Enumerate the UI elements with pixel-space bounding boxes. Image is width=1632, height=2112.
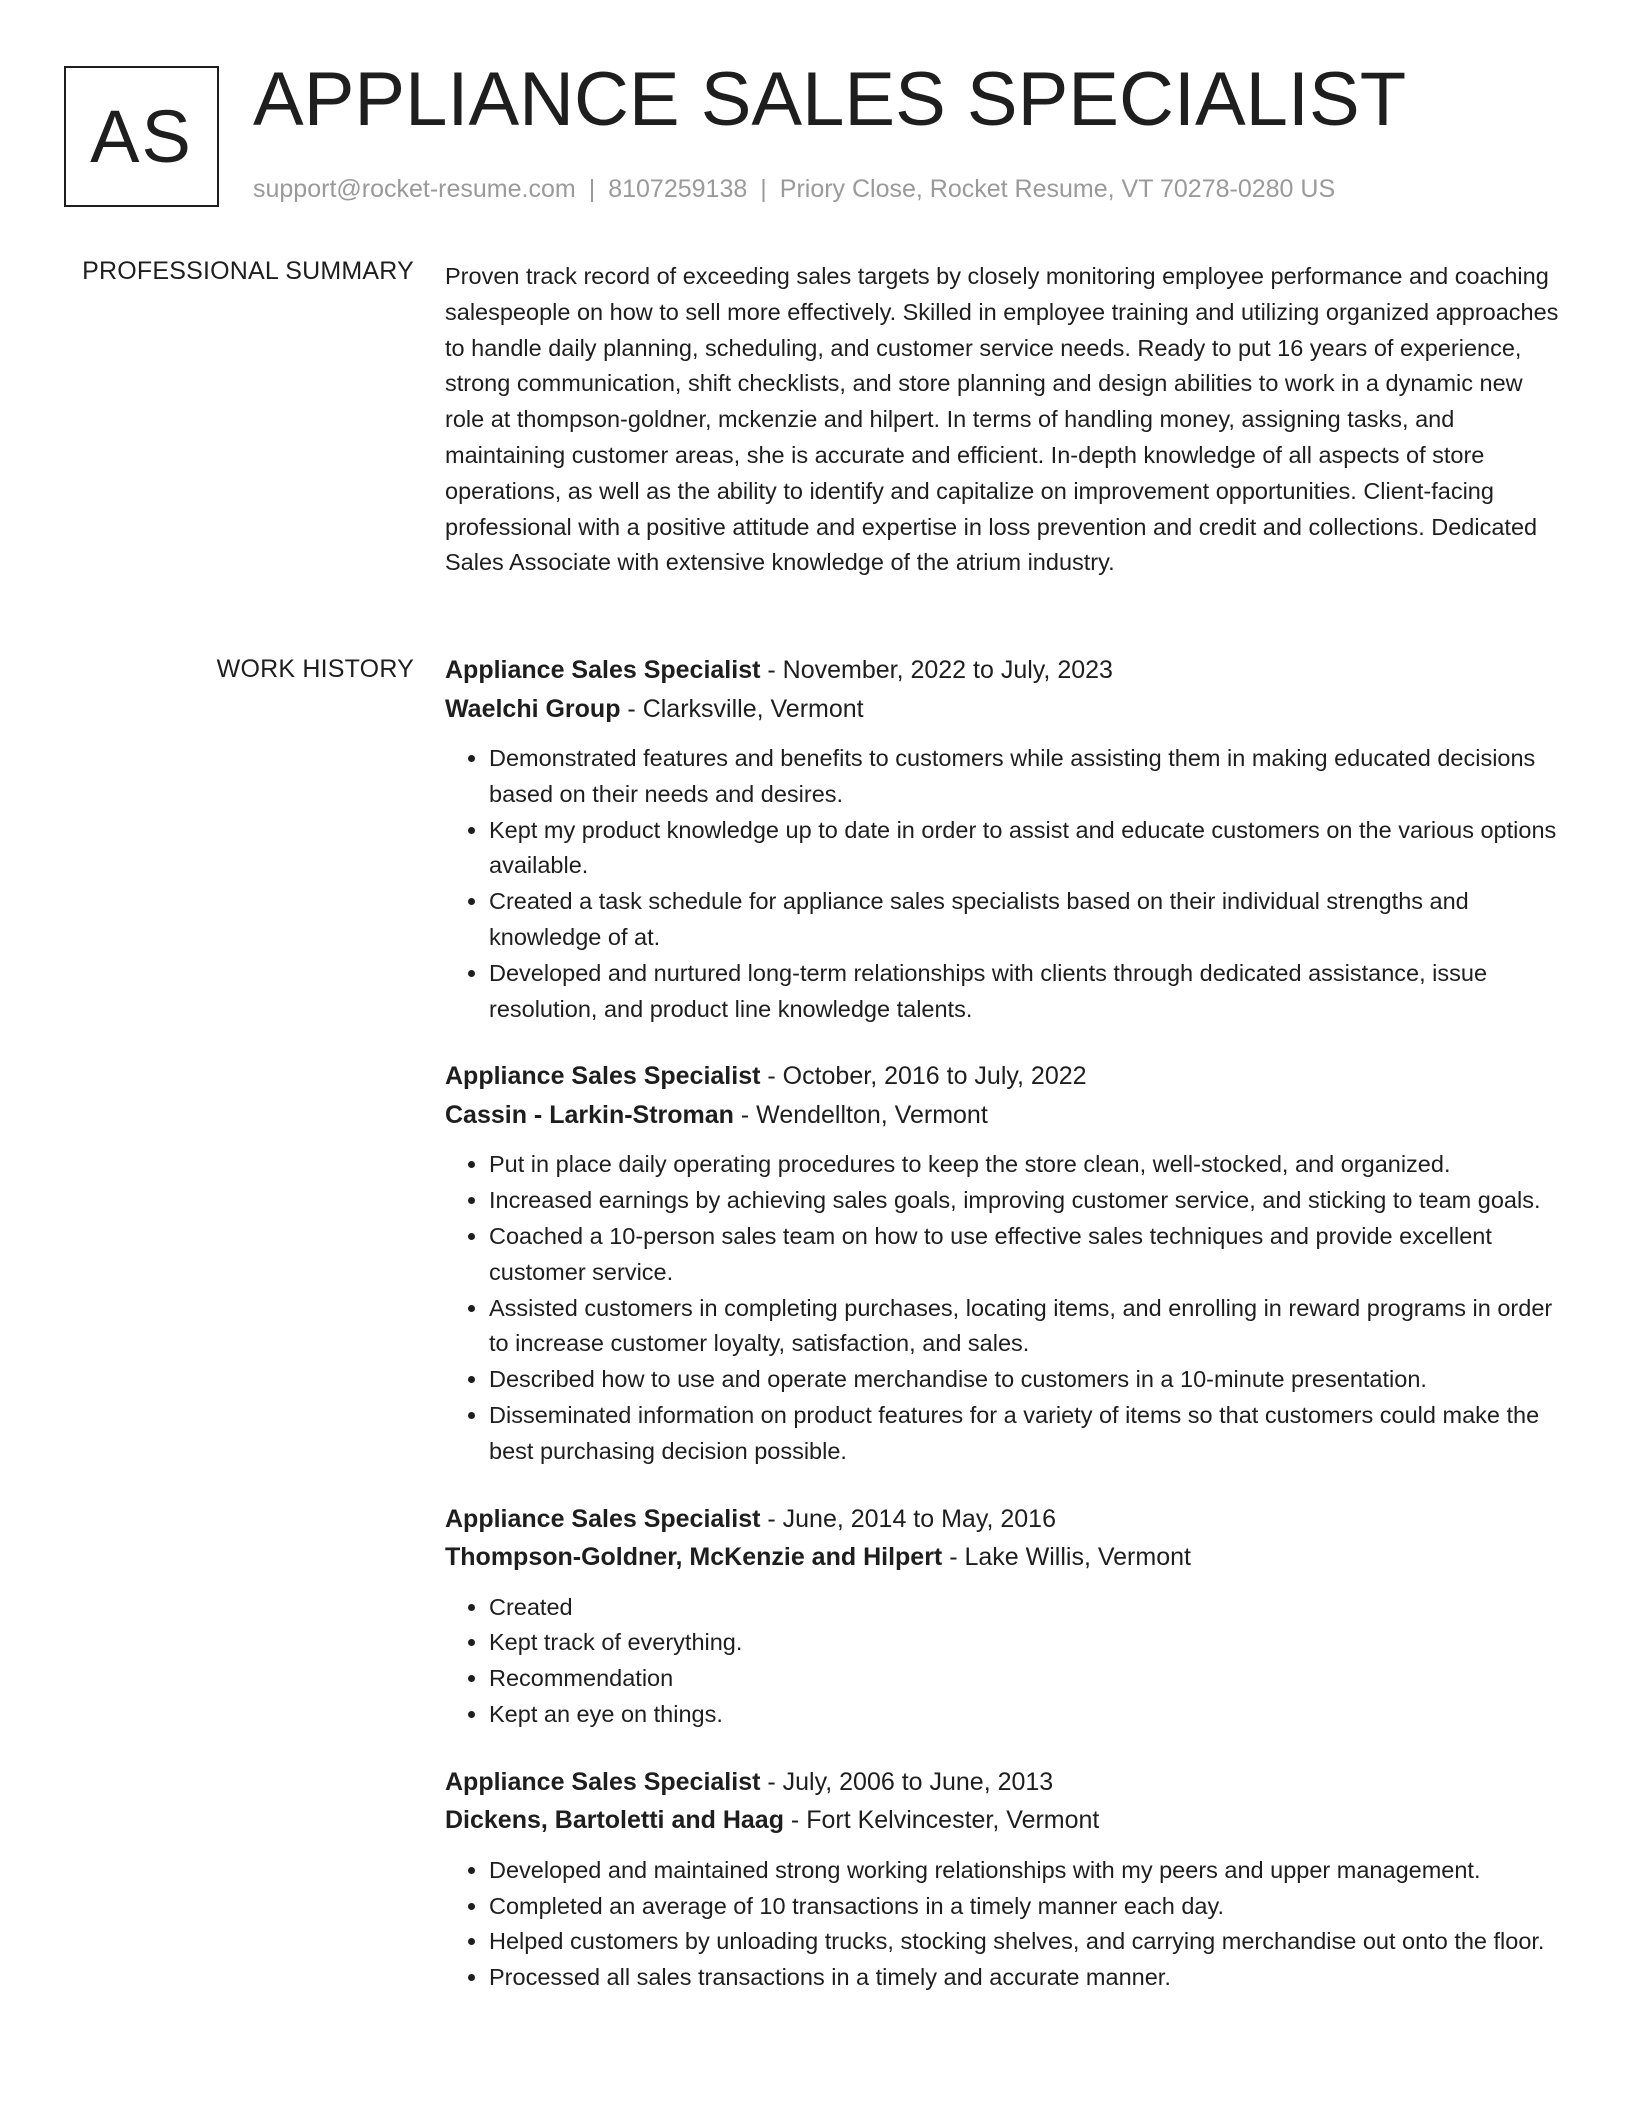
job-company-line xyxy=(445,1801,1565,1840)
contact-line xyxy=(253,175,1335,204)
job-entry xyxy=(445,1500,1565,1733)
job-dates: - November, 2022 to July, 2023 xyxy=(760,656,1113,684)
job-dates: - June, 2014 to May, 2016 xyxy=(760,1504,1056,1533)
monogram-initials: AS xyxy=(90,95,193,178)
job-title-line xyxy=(445,651,1565,690)
contact-address: Priory Close, Rocket Resume, VT 70278-0280 US xyxy=(779,175,1336,203)
job-bullet: • Created xyxy=(489,1590,1565,1626)
work-history-list xyxy=(445,651,1565,2026)
job-bullet: • Processed all sales transactions in a timely and accurate manner. xyxy=(489,1960,1565,1996)
job-location: - Clarksville, Vermont xyxy=(620,694,864,723)
resume-title: APPLIANCE SALES SPECIALIST xyxy=(253,57,1407,142)
job-bullet: • Demonstrated features and benefits to customers while assisting them in making educated decisions based on their needs and desires. xyxy=(489,741,1565,813)
job-bullet: • Coached a 10-person sales team on how to use effective sales techniques and provide excellent customer service. xyxy=(489,1219,1565,1291)
job-entry xyxy=(445,651,1565,1027)
summary-section-label: PROFESSIONAL SUMMARY xyxy=(82,257,414,285)
job-bullet: • Kept an eye on things. xyxy=(489,1697,1565,1733)
job-dates: - October, 2016 to July, 2022 xyxy=(760,1062,1087,1091)
job-bullet: • Developed and maintained strong working relationships with my peers and upper management. xyxy=(489,1853,1565,1889)
job-title-line xyxy=(445,1500,1565,1539)
job-company: Cassin - Larkin-Stroman xyxy=(445,1100,734,1129)
job-bullet: • Created a task schedule for appliance sales specialists based on their individual strengths and knowledge of at. xyxy=(489,884,1565,956)
job-company-line xyxy=(445,690,1565,729)
job-company: Waelchi Group xyxy=(445,694,621,723)
job-bullet: • Helped customers by unloading trucks, stocking shelves, and carrying merchandise out onto the floor. xyxy=(489,1924,1565,1960)
job-location: - Lake Willis, Vermont xyxy=(942,1543,1191,1572)
job-bullet: • Recommendation xyxy=(489,1661,1565,1697)
job-bullet: • Kept track of everything. xyxy=(489,1625,1565,1661)
summary-text: Proven track record of exceeding sales targets by closely monitoring employee performance and coaching salespeople on how to sell more effectively. Skilled in employee training and utilizing organized approaches to handle daily planning, scheduling, and customer service needs. Ready to put 16 years of experience, strong communication, shift checklists, and store planning and design abilities to work in a dynamic new role at thompson-goldner, mckenzie and hilpert. In terms of handling money, assigning tasks, and maintaining customer areas, she is accurate and efficient. In-depth knowledge of all aspects of store operations, as well as the ability to identify and capitalize on improvement opportunities. Client-facing professional with a positive attitude and expertise in loss prevention and credit and collections. Dedicated Sales Associate with extensive knowledge of the atrium industry. xyxy=(445,263,1559,576)
job-title-line xyxy=(445,1763,1565,1802)
job-title: Appliance Sales Specialist xyxy=(445,1767,761,1796)
job-title: Appliance Sales Specialist xyxy=(445,656,761,684)
job-bullet: • Completed an average of 10 transactions in a timely manner each day. xyxy=(489,1889,1565,1925)
job-bullet-list xyxy=(445,1147,1565,1469)
job-bullet: • Increased earnings by achieving sales goals, improving customer service, and sticking to team goals. xyxy=(489,1183,1565,1219)
job-title: Appliance Sales Specialist xyxy=(445,1062,761,1091)
job-bullet: • Developed and nurtured long-term relationships with clients through dedicated assistance, issue resolution, and product line knowledge talents. xyxy=(489,956,1565,1028)
job-title: Appliance Sales Specialist xyxy=(445,1504,761,1533)
job-bullet: • Assisted customers in completing purchases, locating items, and enrolling in reward programs in order to increase customer loyalty, satisfaction, and sales. xyxy=(489,1291,1565,1363)
job-entry xyxy=(445,1763,1565,1996)
job-title-line xyxy=(445,1057,1565,1096)
job-dates: - July, 2006 to June, 2013 xyxy=(760,1767,1054,1796)
job-bullet-list xyxy=(445,1853,1565,1996)
monogram-box xyxy=(64,66,219,207)
job-company-line xyxy=(445,1096,1565,1135)
work-history-section-label: WORK HISTORY xyxy=(216,655,414,683)
job-bullet: • Put in place daily operating procedures to keep the store clean, well-stocked, and organized. xyxy=(489,1147,1565,1183)
job-bullet: • Kept my product knowledge up to date in order to assist and educate customers on the various options available. xyxy=(489,813,1565,885)
job-location: - Wendellton, Vermont xyxy=(733,1100,988,1129)
contact-separator: | xyxy=(588,175,596,203)
contact-phone: 8107259138 xyxy=(608,175,748,203)
job-company-line xyxy=(445,1538,1565,1577)
contact-separator: | xyxy=(760,175,767,203)
job-company: Dickens, Bartoletti and Haag xyxy=(445,1806,784,1835)
job-bullet: • Disseminated information on product features for a variety of items so that customers could make the best purchasing decision possible. xyxy=(489,1398,1565,1470)
job-location: - Fort Kelvincester, Vermont xyxy=(783,1806,1100,1835)
job-bullet-list xyxy=(445,741,1565,1027)
job-bullet-list xyxy=(445,1590,1565,1733)
job-company: Thompson-Goldner, McKenzie and Hilpert xyxy=(445,1543,943,1572)
job-entry xyxy=(445,1057,1565,1469)
contact-email: support@rocket-resume.com xyxy=(253,175,576,203)
job-bullet: • Described how to use and operate merchandise to customers in a 10-minute presentation. xyxy=(489,1362,1565,1398)
